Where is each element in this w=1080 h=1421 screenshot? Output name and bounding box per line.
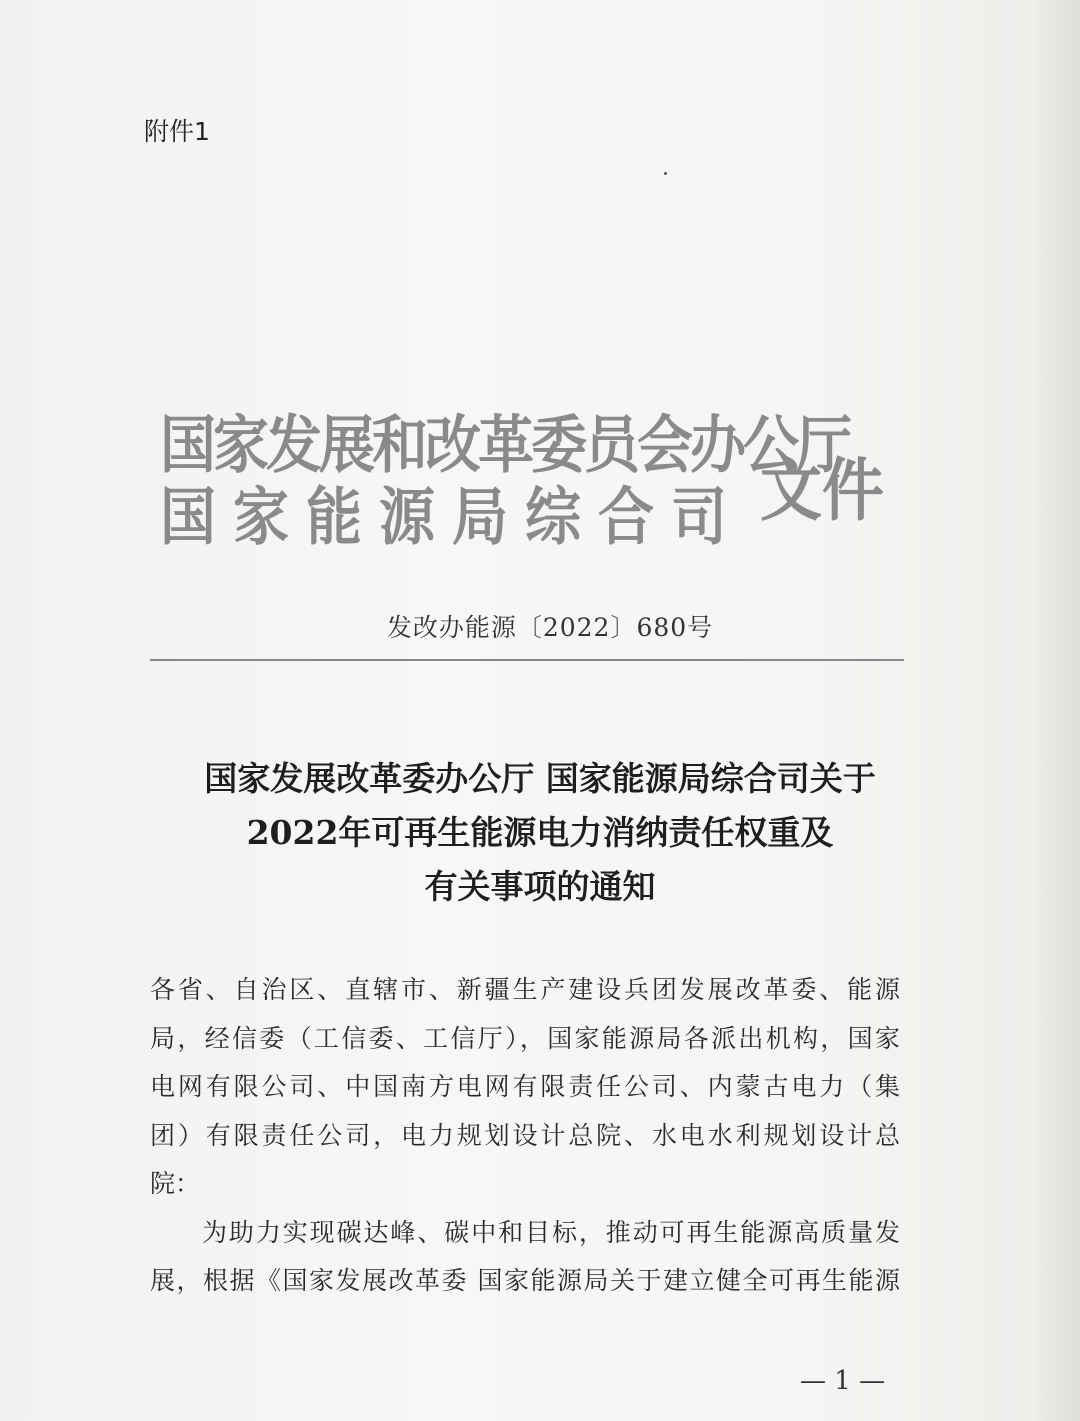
issuer-suffix: 文件 xyxy=(760,450,885,531)
recipients-line-1: 各省、自治区、直辖市、新疆生产建设兵团发展改革委、能源 xyxy=(150,975,900,1004)
paragraph-line-2: 展，根据《国家发展改革委 国家能源局关于建立健全可再生能源 xyxy=(150,1266,900,1295)
title-line-2: 2022年可再生能源电力消纳责任权重及 xyxy=(246,813,834,852)
recipients-line-3: 电网有限公司、中国南方电网有限责任公司、内蒙古电力（集 xyxy=(150,1072,900,1101)
document-body xyxy=(150,966,900,1306)
document-title xyxy=(0,752,1080,914)
header-divider xyxy=(150,659,904,661)
attachment-label: 附件1 xyxy=(144,117,210,146)
recipients-line-4: 团）有限责任公司，电力规划设计总院、水电水利规划设计总 xyxy=(150,1120,900,1150)
issuer-line-nea: 国家能源局综合司 xyxy=(160,480,744,555)
recipients-line-5: 院： xyxy=(150,1169,201,1198)
issuer-header xyxy=(160,396,900,555)
title-line-1: 国家发展改革委办公厅 国家能源局综合司关于 xyxy=(204,759,876,798)
issuer-line-ndrc: 国家发展和改革委员会办公厅 xyxy=(160,408,849,483)
page-number: — 1 — xyxy=(800,1366,886,1396)
title-line-3: 有关事项的通知 xyxy=(424,867,656,906)
scan-speck xyxy=(664,172,667,175)
paragraph-line-1: 为助力实现碳达峰、碳中和目标，推动可再生能源高质量发 xyxy=(202,1217,900,1247)
page-edge-shadow xyxy=(1034,0,1080,1421)
document-number: 发改办能源〔2022〕680号 xyxy=(386,613,714,642)
recipients-line-2: 局，经信委（工信委、工信厅），国家能源局各派出机构，国家 xyxy=(150,1023,900,1053)
